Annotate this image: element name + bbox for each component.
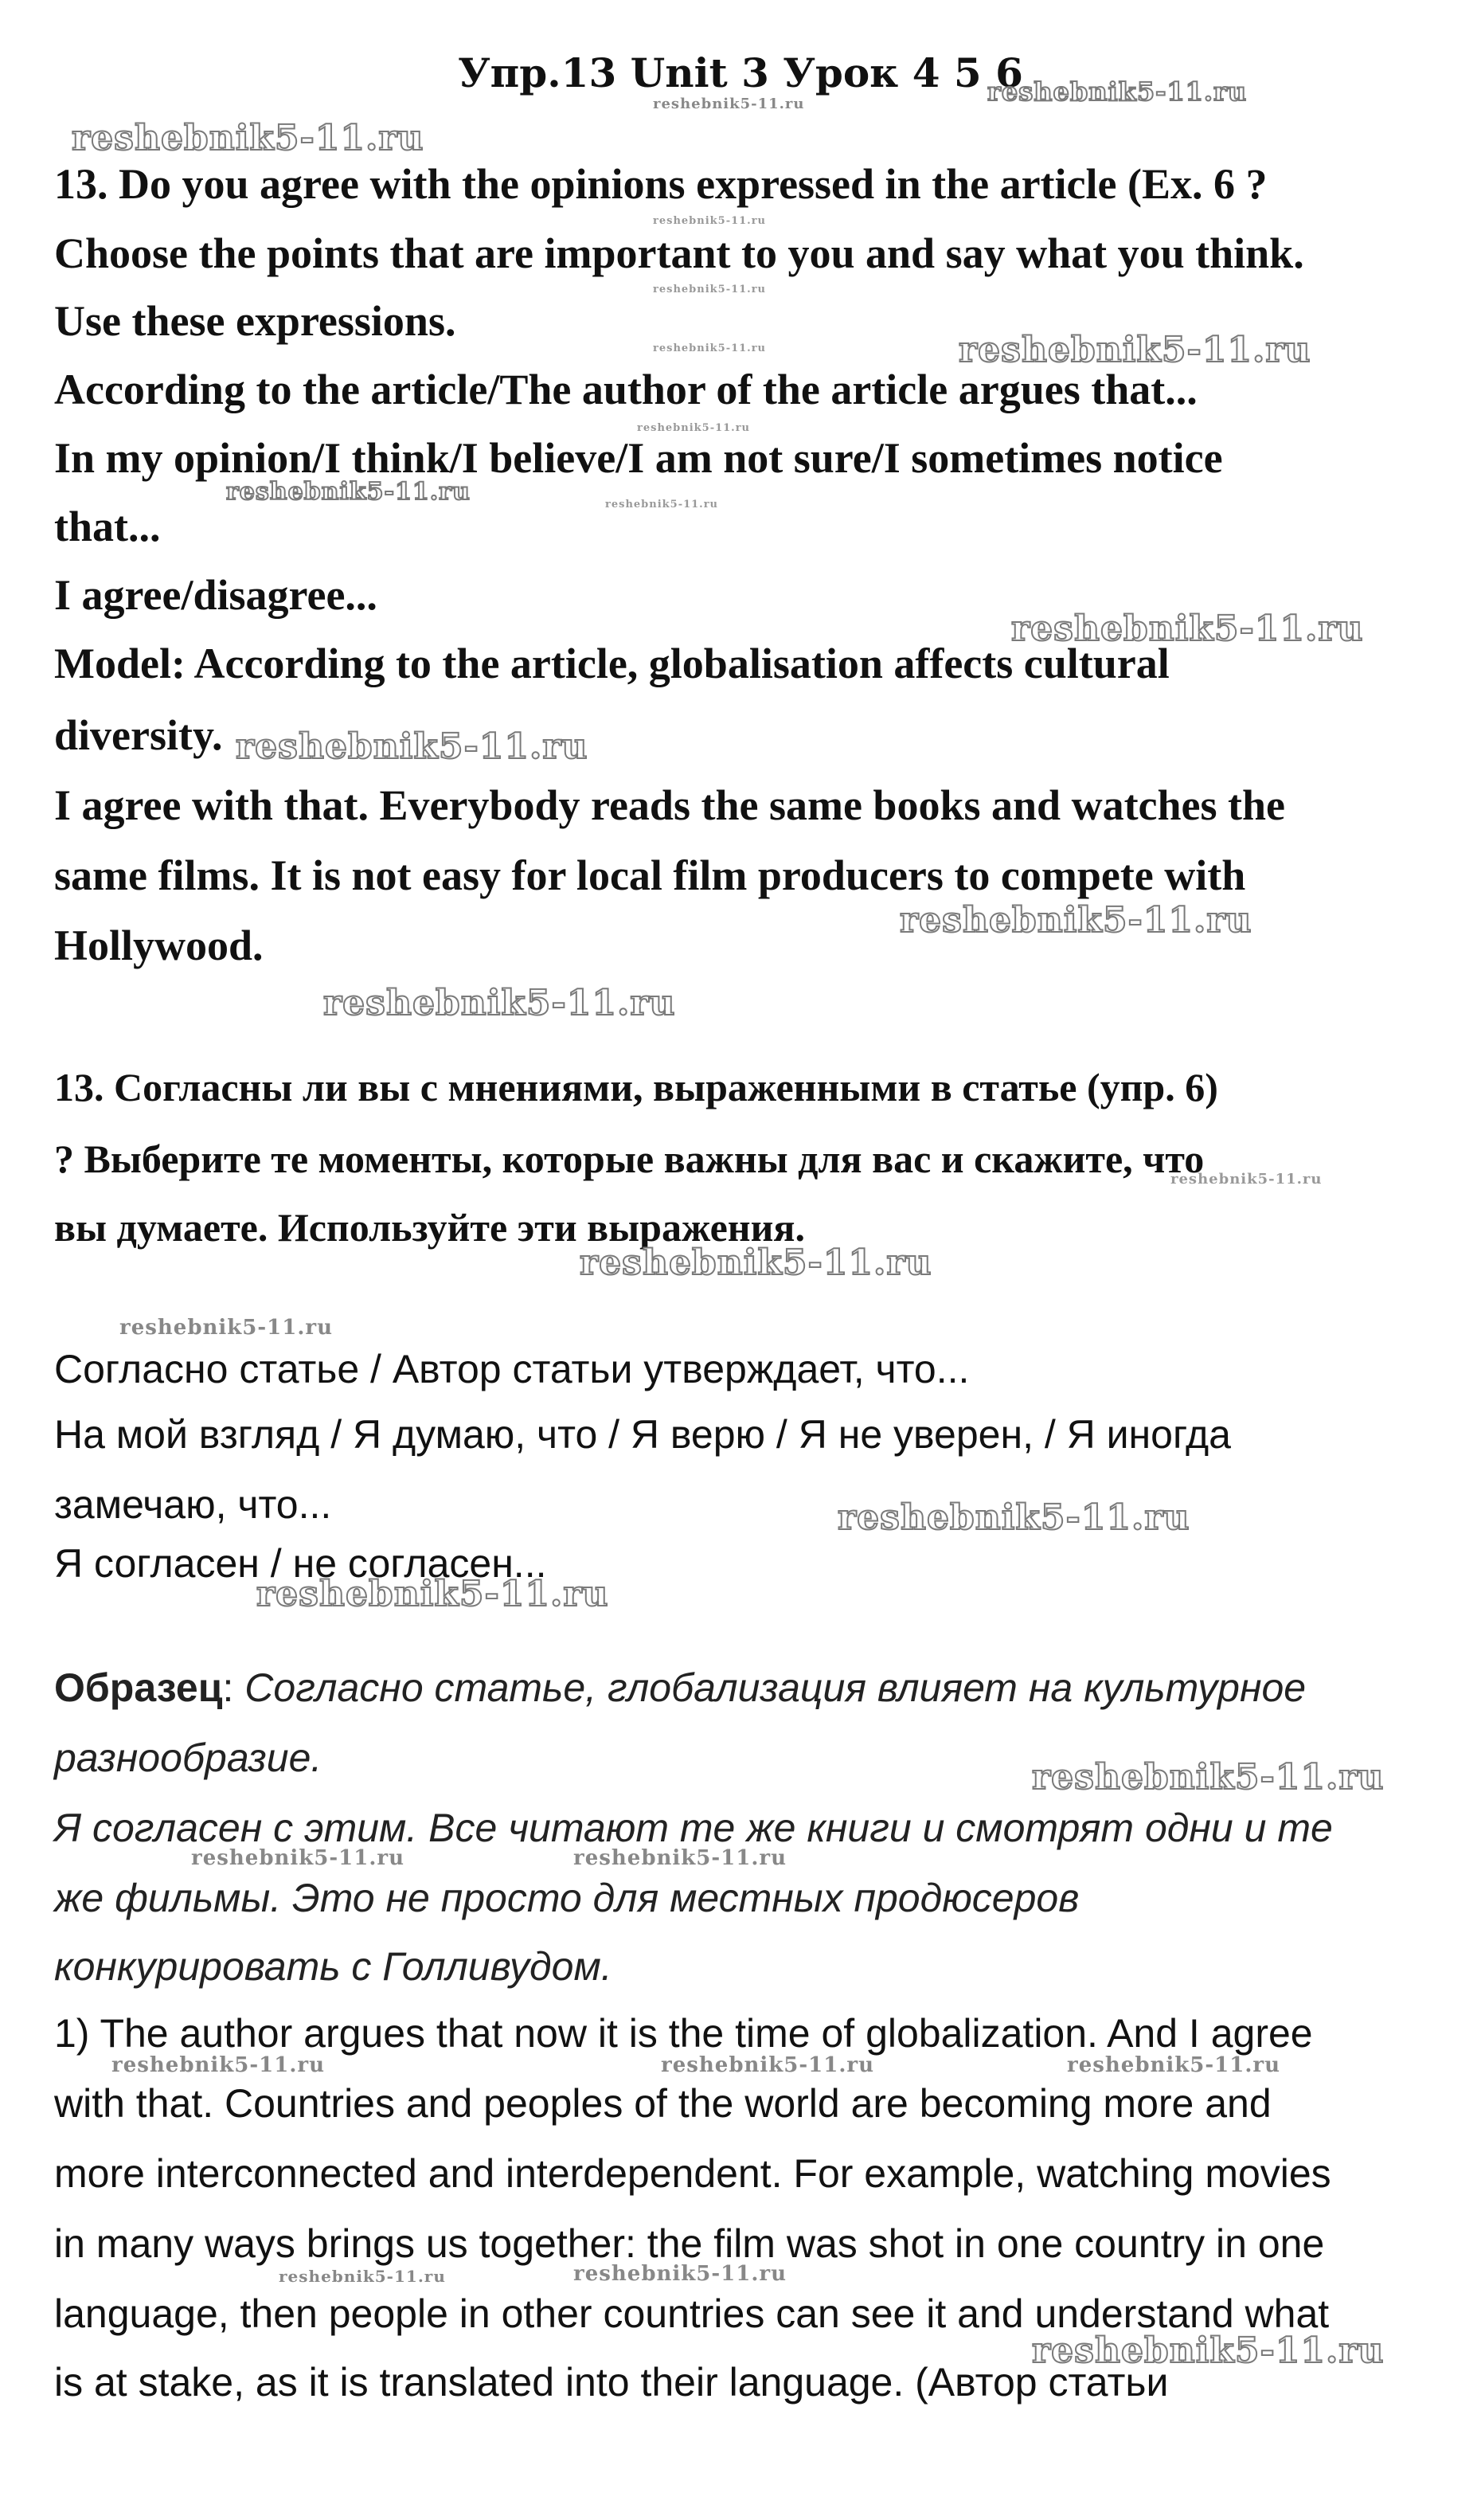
watermark: reshebnik5-11.ru <box>653 215 767 227</box>
answer-line: language, then people in other countries can see it and understand what <box>54 2291 1330 2336</box>
english-task-line: According to the article/The author of the article argues that... <box>54 366 1198 413</box>
watermark: reshebnik5-11.ru <box>573 2262 787 2286</box>
answer-line: more interconnected and interdependent. For example, watching movies <box>54 2151 1331 2196</box>
russian-model-line: Я согласен с этим. Все читают те же книги и смотрят одни и те <box>54 1806 1333 1850</box>
watermark: reshebnik5-11.ru <box>1032 2330 1385 2371</box>
english-task-line: In my opinion/I think/I believe/I am not sure/I sometimes notice <box>54 434 1223 482</box>
english-task-line: 13. Do you agree with the opinions expressed in the article (Ex. 6 ? <box>54 160 1268 208</box>
watermark: reshebnik5-11.ru <box>838 1497 1190 1538</box>
watermark: reshebnik5-11.ru <box>637 422 751 434</box>
watermark: reshebnik5-11.ru <box>226 478 471 506</box>
english-task-line: same films. It is not easy for local film producers to compete with <box>54 851 1246 899</box>
watermark: reshebnik5-11.ru <box>1011 608 1364 649</box>
english-task-line: that... <box>54 503 161 550</box>
watermark: reshebnik5-11.ru <box>323 983 676 1023</box>
answer-line: with that. Countries and peoples of the world are becoming more and <box>54 2081 1272 2126</box>
russian-model-line: разнообразие. <box>54 1735 322 1780</box>
russian-expression-line: Согласно статье / Автор статьи утверждает, что... <box>54 1347 970 1391</box>
russian-task-line: ? Выберите те моменты, которые важны для вас и скажите, что <box>54 1137 1205 1181</box>
watermark: reshebnik5-11.ru <box>256 1574 609 1614</box>
watermark: reshebnik5-11.ru <box>111 2053 326 2077</box>
watermark: reshebnik5-11.ru <box>573 1846 787 1870</box>
watermark: reshebnik5-11.ru <box>580 1242 932 1283</box>
answer-line: in many ways brings us together: the film was shot in one country in one <box>54 2221 1325 2266</box>
model-colon: : <box>222 1665 234 1710</box>
english-task-line: I agree/disagree... <box>54 571 377 619</box>
english-task-line: Model: According to the article, globalisation affects cultural <box>54 640 1170 687</box>
watermark: reshebnik5-11.ru <box>653 284 767 295</box>
russian-expression-line: замечаю, что... <box>54 1482 332 1527</box>
russian-expression-line: Я согласен / не согласен... <box>54 1541 547 1586</box>
russian-model-line <box>54 1665 1306 1711</box>
answer-line: is at stake, as it is translated into their language. (Автор статьи <box>54 2360 1169 2405</box>
russian-model-line: конкурировать с Голливудом. <box>54 1944 612 1989</box>
watermark: reshebnik5-11.ru <box>279 2267 446 2286</box>
watermark: reshebnik5-11.ru <box>900 900 1252 941</box>
watermark: reshebnik5-11.ru <box>661 2053 875 2077</box>
model-label: Образец <box>54 1665 223 1710</box>
russian-expression-line: На мой взгляд / Я думаю, что / Я верю / Я не уверен, / Я иногда <box>54 1412 1231 1457</box>
watermark: reshebnik5-11.ru <box>1032 1757 1385 1798</box>
model-first-line: Согласно статье, глобализация влияет на культурное <box>233 1665 1307 1710</box>
watermark: reshebnik5-11.ru <box>1170 1171 1323 1188</box>
watermark: reshebnik5-11.ru <box>605 499 719 511</box>
answer-line: 1) The author argues that now it is the time of globalization. And I agree <box>54 2011 1313 2056</box>
english-task-line: Hollywood. <box>54 922 264 969</box>
english-task-line: Use these expressions. <box>54 297 456 345</box>
watermark: reshebnik5-11.ru <box>72 118 424 158</box>
russian-task-line: вы думаете. Используйте эти выражения. <box>54 1205 805 1250</box>
watermark: reshebnik5-11.ru <box>191 1846 405 1870</box>
english-task-line: I agree with that. Everybody reads the same books and watches the <box>54 781 1286 829</box>
watermark: reshebnik5-11.ru <box>653 342 767 354</box>
english-task-line: diversity. <box>54 711 223 759</box>
page-title: Упр.13 Unit 3 Урок 4 5 6 <box>458 49 1023 96</box>
russian-task-line: 13. Согласны ли вы с мнениями, выраженными в статье (упр. 6) <box>54 1065 1218 1109</box>
watermark: reshebnik5-11.ru <box>1067 2053 1281 2077</box>
watermark: reshebnik5-11.ru <box>119 1316 334 1340</box>
english-task-line: Choose the points that are important to you and say what you think. <box>54 229 1304 277</box>
watermark: reshebnik5-11.ru <box>653 96 805 112</box>
watermark: reshebnik5-11.ru <box>959 330 1311 370</box>
russian-model-line: же фильмы. Это не просто для местных продюсеров <box>54 1876 1080 1920</box>
watermark: reshebnik5-11.ru <box>987 76 1248 107</box>
watermark: reshebnik5-11.ru <box>236 726 588 767</box>
